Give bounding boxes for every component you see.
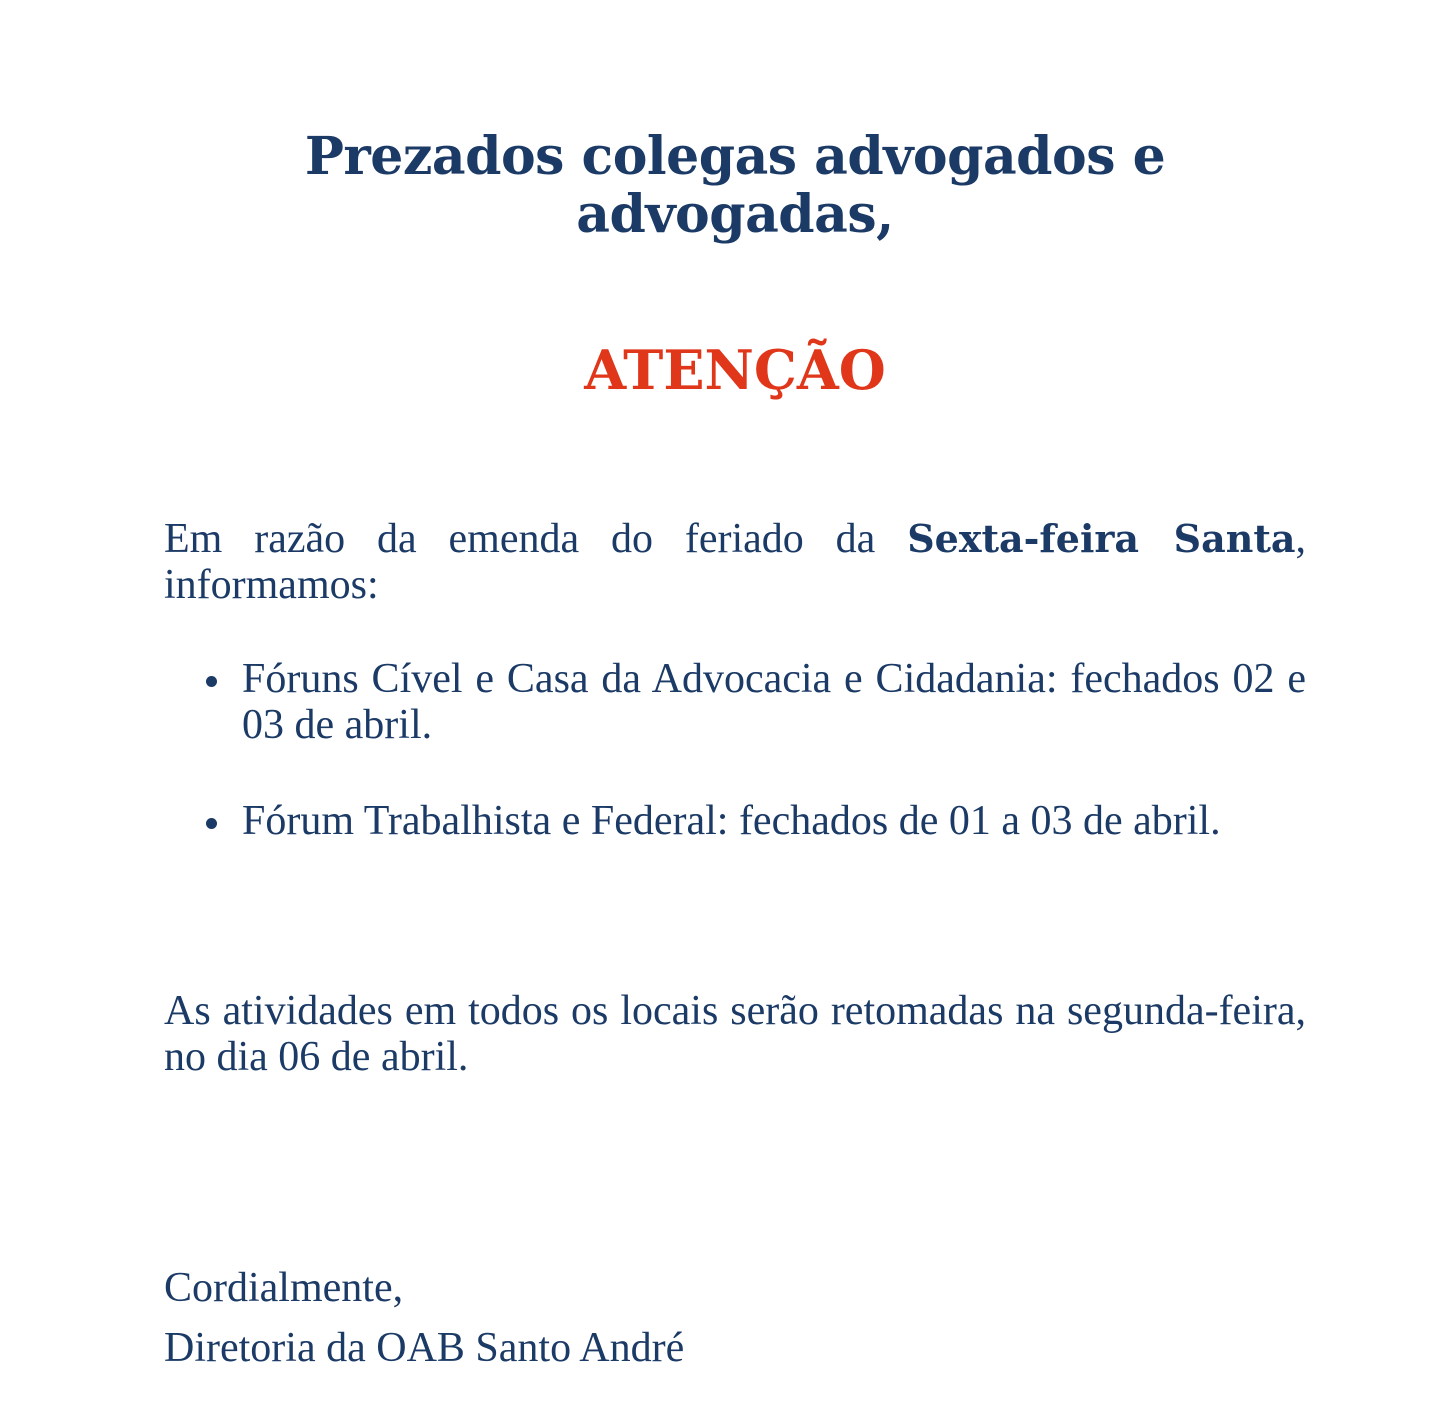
closing-line: Cordialmente,	[164, 1265, 404, 1311]
attention-heading: ATENÇÃO	[584, 338, 886, 402]
signature-line: Diretoria da OAB Santo André	[164, 1325, 685, 1371]
closure-text: Fórum Trabalhista e Federal: fechados de 01 a 03 de abril.	[242, 798, 1221, 844]
list-item	[164, 798, 1306, 844]
resume-notice: As atividades em todos os locais serão retomadas na segunda-feira, no dia 06 de abril.	[164, 988, 1306, 1080]
bullet-icon	[206, 676, 217, 687]
holiday-name: Sexta-feira Santa	[907, 516, 1296, 561]
closure-text: Fóruns Cível e Casa da Advocacia e Cidadania: fechados 02 e 03 de abril.	[242, 656, 1306, 748]
bullet-icon	[206, 818, 217, 829]
intro-text-end: , informamos:	[164, 516, 1307, 608]
list-item	[164, 656, 1306, 748]
intro-paragraph	[164, 516, 1306, 608]
intro-text-start: Em razão da emenda do feriado da	[164, 516, 908, 562]
signoff-block	[164, 1258, 1064, 1378]
greeting-heading: Prezados colegas advogados e advogadas,	[304, 126, 1166, 245]
closures-list	[164, 656, 1306, 894]
